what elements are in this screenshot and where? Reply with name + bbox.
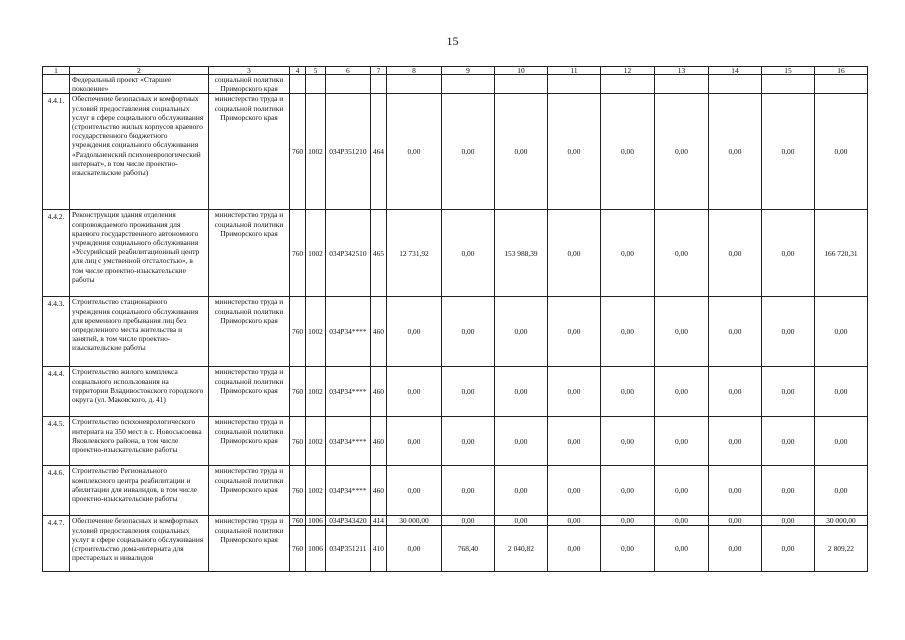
column-header: 6 xyxy=(325,67,370,75)
expense-type: 460 xyxy=(370,367,386,417)
value-cell: 0,00 xyxy=(441,367,494,417)
column-header: 15 xyxy=(761,67,814,75)
value-cell: 0,00 xyxy=(708,516,761,526)
code-cell: 414 xyxy=(370,516,386,526)
value-cell: 0,00 xyxy=(654,417,708,466)
executor-cell: министерство труда и социальной политики Приморского края xyxy=(209,466,290,516)
executor-cell: министерство труда и социальной политики Приморского края xyxy=(209,516,290,572)
value-cell: 0,00 xyxy=(654,367,708,417)
section-code: 1002 xyxy=(306,210,326,297)
table-cell xyxy=(290,75,306,94)
executor-cell: министерство труда и социальной политики Приморского края xyxy=(209,417,290,466)
value-cell: 0,00 xyxy=(547,516,600,526)
target-article: 034P34**** xyxy=(325,417,370,466)
value-cell: 0,00 xyxy=(600,526,654,572)
executor-cell: министерство труда и социальной политики Приморского края xyxy=(209,210,290,297)
value-cell: 0,00 xyxy=(654,297,708,367)
value-cell: 0,00 xyxy=(600,210,654,297)
value-cell: 0,00 xyxy=(814,466,867,516)
value-cell: 0,00 xyxy=(547,367,600,417)
value-cell: 0,00 xyxy=(654,466,708,516)
target-article: 034P351210 xyxy=(325,94,370,210)
row-code: 4.4.2. xyxy=(43,210,70,297)
target-article: 034P34**** xyxy=(325,466,370,516)
table-row xyxy=(43,516,868,526)
table-cell xyxy=(547,75,600,94)
table-cell xyxy=(306,75,326,94)
value-cell: 0,00 xyxy=(547,297,600,367)
value-cell: 0,00 xyxy=(761,210,814,297)
table-cell xyxy=(814,75,867,94)
column-header: 3 xyxy=(209,67,290,75)
column-header: 8 xyxy=(386,67,441,75)
value-cell: 153 988,39 xyxy=(494,210,547,297)
value-cell: 0,00 xyxy=(386,417,441,466)
code-cell: 034P351211 xyxy=(325,526,370,572)
value-cell: 0,00 xyxy=(441,466,494,516)
project-name-cell: Федеральный проект «Старшее поколение» xyxy=(70,75,209,94)
table-cell xyxy=(325,75,370,94)
row-name: Строительство стационарного учреждения социального обслуживания для временного пребывания лиц без определенного места жительства и занятий, в том числе проектно-изыскательские работы xyxy=(70,297,209,367)
ministry-code: 760 xyxy=(290,466,306,516)
table-row xyxy=(43,417,868,466)
code-cell: 1006 xyxy=(306,516,326,526)
ministry-code: 760 xyxy=(290,297,306,367)
value-cell: 0,00 xyxy=(547,210,600,297)
value-cell: 0,00 xyxy=(814,367,867,417)
value-cell: 768,40 xyxy=(441,526,494,572)
value-cell: 0,00 xyxy=(708,466,761,516)
value-cell: 0,00 xyxy=(600,466,654,516)
header-row xyxy=(43,67,868,75)
value-cell: 0,00 xyxy=(761,417,814,466)
value-cell: 0,00 xyxy=(441,417,494,466)
value-cell: 0,00 xyxy=(494,297,547,367)
row-name: Обеспечение безопасных и комфортных условий предоставления социальных услуг в сфере социального обслуживания (строительство жилых корпусов краевого государственного бюджетного учреждения социального обслуживания «Раздольненский психоневрологический интернат», в том числе проектно-изыскательские работы) xyxy=(70,94,209,210)
value-cell: 0,00 xyxy=(441,297,494,367)
row-code: 4.4.7. xyxy=(43,516,70,572)
value-cell: 0,00 xyxy=(494,94,547,210)
target-article: 034P34**** xyxy=(325,297,370,367)
table-row xyxy=(43,466,868,516)
row-code: 4.4.4. xyxy=(43,367,70,417)
value-cell: 30 000,00 xyxy=(814,516,867,526)
column-header: 4 xyxy=(290,67,306,75)
column-header: 2 xyxy=(70,67,209,75)
ministry-code: 760 xyxy=(290,210,306,297)
target-article: 034P34**** xyxy=(325,367,370,417)
expense-type: 460 xyxy=(370,417,386,466)
value-cell: 0,00 xyxy=(386,94,441,210)
column-header: 11 xyxy=(547,67,600,75)
table-cell xyxy=(600,75,654,94)
table-cell xyxy=(654,75,708,94)
table-cell xyxy=(761,75,814,94)
value-cell: 0,00 xyxy=(494,466,547,516)
value-cell: 0,00 xyxy=(708,94,761,210)
code-cell: 034P343420 xyxy=(325,516,370,526)
value-cell: 0,00 xyxy=(547,526,600,572)
table-row xyxy=(43,210,868,297)
expense-type: 465 xyxy=(370,210,386,297)
code-cell xyxy=(43,75,70,94)
executor-cell: министерство труда и социальной политики Приморского края xyxy=(209,94,290,210)
section-code: 1002 xyxy=(306,367,326,417)
column-header: 12 xyxy=(600,67,654,75)
table-cell xyxy=(370,75,386,94)
value-cell: 0,00 xyxy=(600,367,654,417)
row-name: Строительство Регионального комплексного центра реабилитации и абилитации для инвалидов, в том числе проектно-изыскательские работы xyxy=(70,466,209,516)
value-cell: 0,00 xyxy=(761,466,814,516)
column-header: 13 xyxy=(654,67,708,75)
value-cell: 0,00 xyxy=(600,516,654,526)
column-header: 1 xyxy=(43,67,70,75)
column-header: 7 xyxy=(370,67,386,75)
value-cell: 0,00 xyxy=(814,297,867,367)
value-cell: 2 809,22 xyxy=(814,526,867,572)
page-number: 15 xyxy=(446,34,459,48)
value-cell: 0,00 xyxy=(708,210,761,297)
column-header: 16 xyxy=(814,67,867,75)
row-code: 4.4.1. xyxy=(43,94,70,210)
code-cell: 760 xyxy=(290,516,306,526)
expense-type: 460 xyxy=(370,297,386,367)
table-row xyxy=(43,367,868,417)
value-cell: 0,00 xyxy=(600,94,654,210)
value-cell: 0,00 xyxy=(708,367,761,417)
column-header: 14 xyxy=(708,67,761,75)
table-cell xyxy=(441,75,494,94)
value-cell: 0,00 xyxy=(600,417,654,466)
value-cell: 0,00 xyxy=(441,94,494,210)
ministry-code: 760 xyxy=(290,94,306,210)
ministry-code: 760 xyxy=(290,367,306,417)
value-cell: 0,00 xyxy=(494,417,547,466)
row-code: 4.4.5. xyxy=(43,417,70,466)
value-cell: 0,00 xyxy=(547,417,600,466)
value-cell: 0,00 xyxy=(654,516,708,526)
value-cell: 30 000,00 xyxy=(386,516,441,526)
value-cell: 0,00 xyxy=(761,367,814,417)
table-cell xyxy=(386,75,441,94)
value-cell: 0,00 xyxy=(814,417,867,466)
row-name: Строительство жилого комплекса социального использования на территории Владивостокского городского округа (ул. Маковского, д. 41) xyxy=(70,367,209,417)
executor-cell: министерство труда и социальной политики Приморского края xyxy=(209,297,290,367)
value-cell: 0,00 xyxy=(654,94,708,210)
column-header: 5 xyxy=(306,67,326,75)
value-cell: 0,00 xyxy=(547,466,600,516)
code-cell: 760 xyxy=(290,526,306,572)
column-header: 9 xyxy=(441,67,494,75)
section-code: 1002 xyxy=(306,417,326,466)
value-cell: 0,00 xyxy=(814,94,867,210)
value-cell: 0,00 xyxy=(441,516,494,526)
value-cell: 0,00 xyxy=(386,367,441,417)
row-code: 4.4.3. xyxy=(43,297,70,367)
value-cell: 0,00 xyxy=(761,94,814,210)
value-cell: 0,00 xyxy=(654,526,708,572)
value-cell: 0,00 xyxy=(386,526,441,572)
expense-type: 460 xyxy=(370,466,386,516)
value-cell: 166 720,31 xyxy=(814,210,867,297)
target-article: 034P342510 xyxy=(325,210,370,297)
row-name: Строительство психоневрологического интерната на 350 мест в с. Новосысоевка Яковлевского района, в том числе проектно-изыскательские работы xyxy=(70,417,209,466)
value-cell: 2 040,82 xyxy=(494,526,547,572)
value-cell: 0,00 xyxy=(761,526,814,572)
budget-table xyxy=(42,66,868,572)
table-row xyxy=(43,94,868,210)
value-cell: 0,00 xyxy=(600,297,654,367)
expense-type: 464 xyxy=(370,94,386,210)
value-cell: 0,00 xyxy=(654,210,708,297)
value-cell: 0,00 xyxy=(494,516,547,526)
value-cell: 0,00 xyxy=(494,367,547,417)
value-cell: 0,00 xyxy=(441,210,494,297)
value-cell: 0,00 xyxy=(547,94,600,210)
row-code: 4.4.6. xyxy=(43,466,70,516)
code-cell: 410 xyxy=(370,526,386,572)
value-cell: 0,00 xyxy=(708,526,761,572)
table-cell xyxy=(494,75,547,94)
table-row xyxy=(43,297,868,367)
value-cell: 0,00 xyxy=(708,417,761,466)
value-cell: 0,00 xyxy=(761,297,814,367)
value-cell: 12 731,92 xyxy=(386,210,441,297)
row-name: Реконструкция здания отделения сопровождаемого проживания для краевого государственного автономного учреждения социального обслуживания «Уссурийский реабилитационный центр для лиц с умственной отсталостью», в том числе проектно-изыскательские работы xyxy=(70,210,209,297)
code-cell: 1006 xyxy=(306,526,326,572)
executor-cell: министерство труда и социальной политики Приморского края xyxy=(209,367,290,417)
table-cell xyxy=(708,75,761,94)
value-cell: 0,00 xyxy=(708,297,761,367)
executor-cell: социальной политики Приморского края xyxy=(209,75,290,94)
value-cell: 0,00 xyxy=(761,516,814,526)
value-cell: 0,00 xyxy=(386,297,441,367)
section-code: 1002 xyxy=(306,466,326,516)
section-code: 1002 xyxy=(306,297,326,367)
section-code: 1002 xyxy=(306,94,326,210)
project-row xyxy=(43,75,868,94)
value-cell: 0,00 xyxy=(386,466,441,516)
row-name: Обеспечение безопасных и комфортных условий предоставления социальных услуг в сфере социального обслуживания (строительство дома-интерната для престарелых и инвалидов xyxy=(70,516,209,572)
ministry-code: 760 xyxy=(290,417,306,466)
column-header: 10 xyxy=(494,67,547,75)
